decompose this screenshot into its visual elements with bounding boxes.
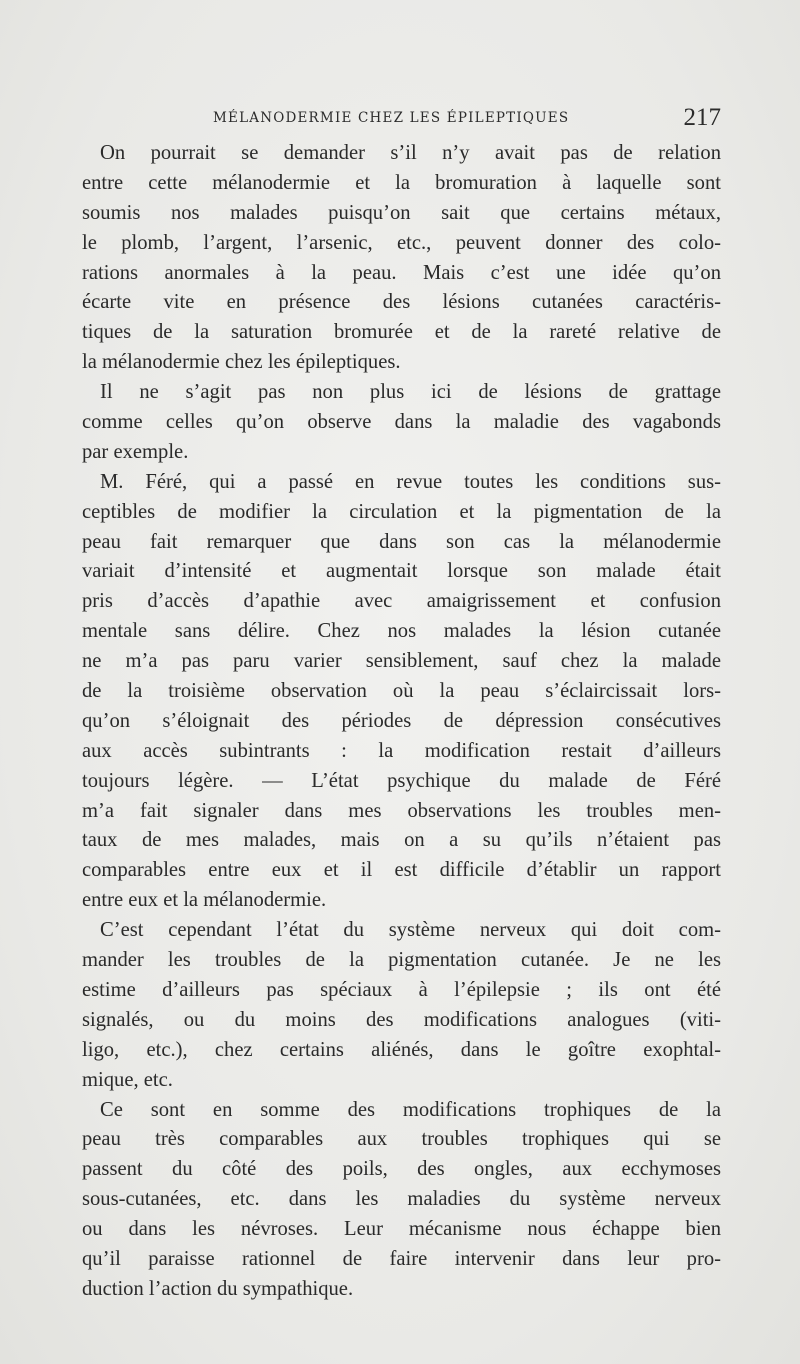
page-number: 217 [683, 104, 721, 131]
text-line: de la troisième observation où la peau s’éclaircissait lors- [82, 680, 721, 703]
text-line: toujours légère. — L’état psychique du malade de Féré [82, 769, 721, 792]
text-line: mander les troubles de la pigmentation cutanée. Je ne les [82, 949, 721, 972]
text-line: taux de mes malades, mais on a su qu’ils n’étaient pas [82, 829, 721, 852]
text-line: peau fait remarquer que dans son cas la mélanodermie [82, 530, 721, 553]
text-line: qu’il paraisse rationnel de faire intervenir dans leur pro- [82, 1247, 721, 1270]
text-line: M. Féré, qui a passé en revue toutes les conditions sus- [100, 470, 721, 493]
text-line: soumis nos malades puisqu’on sait que certains métaux, [82, 201, 721, 224]
text-line: pris d’accès d’apathie avec amaigrissement et confusion [82, 590, 721, 613]
text-line: le plomb, l’argent, l’arsenic, etc., peuvent donner des colo- [82, 231, 721, 254]
text-line: variait d’intensité et augmentait lorsque son malade était [82, 560, 721, 583]
running-title: MÉLANODERMIE CHEZ LES ÉPILEPTIQUES [213, 110, 570, 126]
text-line: C’est cependant l’état du système nerveux qui doit com- [100, 919, 721, 942]
text-line: qu’on s’éloignait des périodes de dépression consécutives [82, 709, 721, 732]
text-line: entre cette mélanodermie et la bromuration à laquelle sont [82, 171, 721, 194]
text-line: estime d’ailleurs pas spéciaux à l’épilepsie ; ils ont été [82, 978, 721, 1001]
text-line: Il ne s’agit pas non plus ici de lésions de grattage [100, 381, 721, 404]
text-line: signalés, ou du moins des modifications analogues (viti- [82, 1008, 721, 1031]
body-text [82, 139, 721, 1305]
text-line: rations anormales à la peau. Mais c’est une idée qu’on [82, 261, 721, 284]
text-line: ou dans les névroses. Leur mécanisme nous échappe bien [82, 1218, 721, 1241]
text-line: entre eux et la mélanodermie. [82, 889, 327, 912]
text-line: passent du côté des poils, des ongles, aux ecchymoses [82, 1158, 721, 1181]
text-line: la mélanodermie chez les épileptiques. [82, 351, 401, 374]
text-line: Ce sont en somme des modifications trophiques de la [100, 1098, 721, 1121]
text-line: comme celles qu’on observe dans la maladie des vagabonds [82, 411, 721, 434]
text-line: par exemple. [82, 440, 189, 463]
text-line: comparables entre eux et il est difficile d’établir un rapport [82, 859, 721, 882]
text-line: ceptibles de modifier la circulation et la pigmentation de la [82, 500, 721, 523]
text-line: mentale sans délire. Chez nos malades la lésion cutanée [82, 620, 721, 643]
text-line: ne m’a pas paru varier sensiblement, sauf chez la malade [82, 650, 721, 673]
text-line: mique, etc. [82, 1068, 173, 1091]
text-line: m’a fait signaler dans mes observations les troubles men- [82, 799, 721, 822]
text-line: sous-cutanées, etc. dans les maladies du système nerveux [82, 1188, 721, 1211]
text-line: peau très comparables aux troubles trophiques qui se [82, 1128, 721, 1151]
text-line: tiques de la saturation bromurée et de la rareté relative de [82, 321, 721, 344]
page-header [82, 104, 721, 134]
text-line: aux accès subintrants : la modification restait d’ailleurs [82, 739, 721, 762]
text-line: On pourrait se demander s’il n’y avait pas de relation [100, 142, 721, 164]
text-line: ligo, etc.), chez certains aliénés, dans le goître exophtal- [82, 1038, 721, 1061]
text-line: écarte vite en présence des lésions cutanées caractéris- [82, 291, 721, 314]
text-line: duction l’action du sympathique. [82, 1277, 354, 1300]
